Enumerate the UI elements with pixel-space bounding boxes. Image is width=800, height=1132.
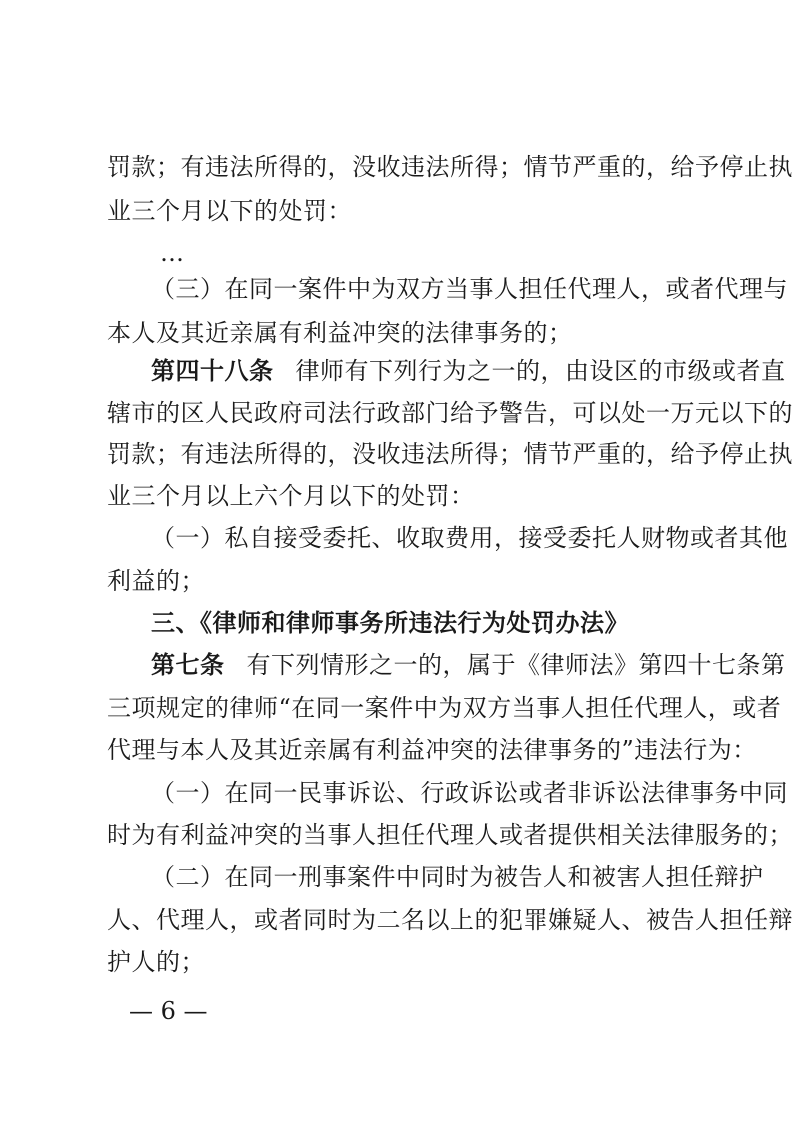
body-line: 本人及其近亲属有利益冲突的法律事务的； bbox=[107, 319, 573, 347]
ellipsis: … bbox=[160, 239, 184, 267]
section-heading: 三、《律师和律师事务所违法行为处罚办法》 bbox=[151, 608, 629, 637]
body-line: （一）私自接受委托、收取费用，接受委托人财物或者其他 bbox=[151, 524, 788, 552]
article-number: 第七条 bbox=[151, 650, 225, 679]
body-line: 时为有利益冲突的当事人担任代理人或者提供相关法律服务的； bbox=[107, 821, 793, 849]
article-number: 第四十八条 bbox=[151, 356, 274, 385]
body-line: 利益的； bbox=[107, 567, 205, 595]
body-line: 业三个月以下的处罚： bbox=[107, 197, 352, 225]
body-line: 辖市的区人民政府司法行政部门给予警告，可以处一万元以下的 bbox=[107, 399, 793, 427]
body-line: 代理与本人及其近亲属有利益冲突的法律事务的”违法行为： bbox=[107, 736, 757, 764]
article-7-line bbox=[151, 650, 786, 680]
body-line: 业三个月以上六个月以下的处罚： bbox=[107, 482, 475, 510]
article-text: 有下列情形之一的，属于《律师法》第四十七条第 bbox=[246, 651, 786, 679]
body-line: 人、代理人，或者同时为二名以上的犯罪嫌疑人、被告人担任辩 bbox=[107, 906, 793, 934]
body-line: 罚款；有违法所得的，没收违法所得；情节严重的，给予停止执 bbox=[107, 153, 793, 181]
article-text: 律师有下列行为之一的，由设区的市级或者直 bbox=[295, 357, 786, 385]
body-line: （三）在同一案件中为双方当事人担任代理人，或者代理与 bbox=[151, 275, 788, 303]
body-line: 三项规定的律师“在同一案件中为双方当事人担任代理人，或者 bbox=[107, 694, 782, 722]
body-line: （二）在同一刑事案件中同时为被告人和被害人担任辩护 bbox=[151, 863, 764, 891]
article-48-line bbox=[151, 356, 786, 386]
body-line: （一）在同一民事诉讼、行政诉讼或者非诉讼法律事务中同 bbox=[151, 779, 788, 807]
body-line: 罚款；有违法所得的，没收违法所得；情节严重的，给予停止执 bbox=[107, 440, 793, 468]
body-line: 护人的； bbox=[107, 948, 205, 976]
page-number: — 6 — bbox=[129, 997, 208, 1025]
